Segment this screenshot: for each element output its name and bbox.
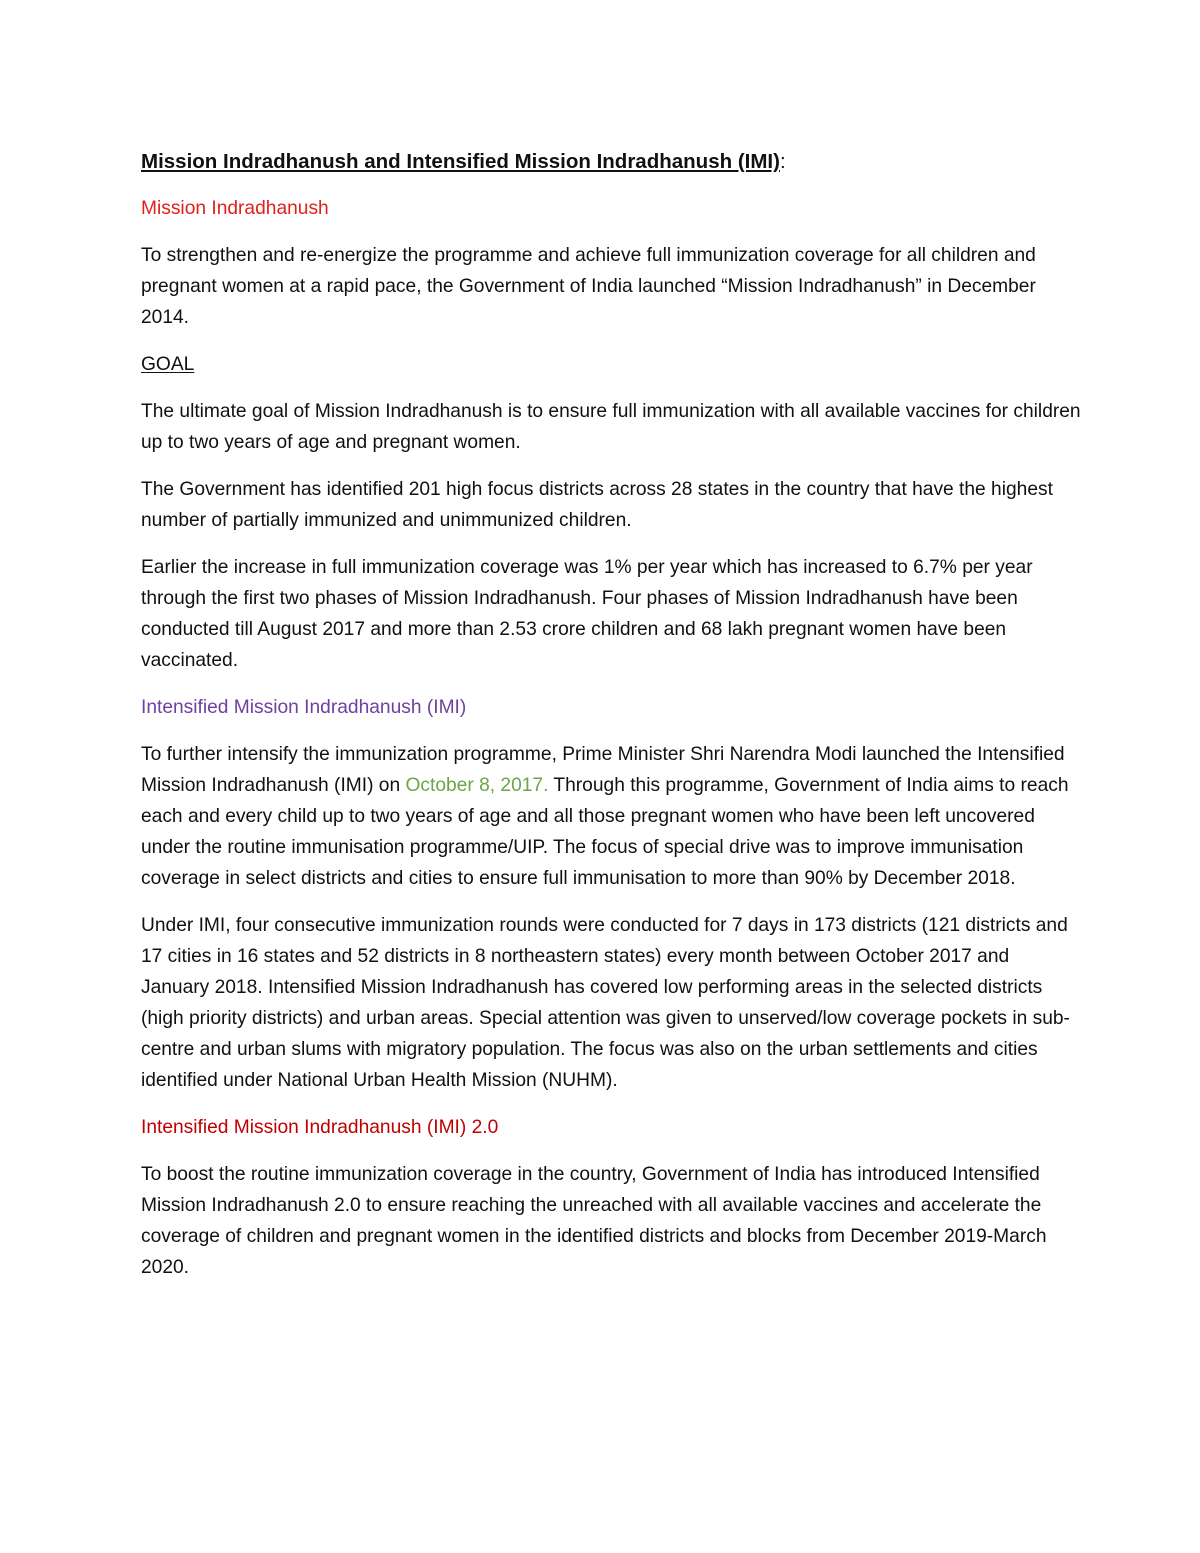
imi-launch-text-after: Through this programme, Government of India aims to reach each and every child up to two years of age and all those pregnant women who have been left uncovered under the routine immunisation programme/UIP. The focus of special drive was to improve immunisation coverage in select districts and cities to ensure full immunisation to more than 90% by December 2018.	[141, 775, 1069, 889]
document-title	[141, 146, 1081, 177]
goal-paragraph: The ultimate goal of Mission Indradhanush is to ensure full immunization with all available vaccines for children up to two years of age and pregnant women.	[141, 401, 1081, 453]
coverage-increase-paragraph: Earlier the increase in full immunization coverage was 1% per year which has increased to 6.7% per year through the first two phases of Mission Indradhanush. Four phases of Mission Indradhanush have been conducted till August 2017 and more than 2.53 crore children and 68 lakh pregnant women have been vaccinated.	[141, 557, 1033, 671]
heading-goal: GOAL	[141, 354, 195, 375]
imi-rounds-paragraph: Under IMI, four consecutive immunization rounds were conducted for 7 days in 173 districts (121 districts and 17 cities in 16 states and 52 districts in 8 northeastern states) every month between October 2017 and January 2018. Intensified Mission Indradhanush has covered low performing areas in the selected districts (high priority districts) and urban areas. Special attention was given to unserved/low coverage pockets in sub-centre and urban slums with migratory population. The focus was also on the urban settlements and cities identified under National Urban Health Mission (NUHM).	[141, 915, 1070, 1091]
intro-paragraph: To strengthen and re-energize the programme and achieve full immunization coverage for all children and pregnant women at a rapid pace, the Government of India launched “Mission Indradhanush” in December 2014.	[141, 245, 1036, 328]
heading-imi: Intensified Mission Indradhanush (IMI)	[141, 697, 467, 718]
document-title-text: Mission Indradhanush and Intensified Mission Indradhanush (IMI)	[141, 150, 780, 173]
document-page	[141, 146, 1081, 1299]
high-focus-districts-paragraph: The Government has identified 201 high focus districts across 28 states in the country that have the highest number of partially immunized and unimmunized children.	[141, 479, 1053, 531]
imi-launch-paragraph	[141, 739, 1081, 894]
imi-launch-text-before: To further intensify the immunization programme, Prime Minister Shri Narendra Modi launched the Intensified Mission Indradhanush (IMI) on	[141, 744, 1065, 796]
imi-2-paragraph: To boost the routine immunization coverage in the country, Government of India has introduced Intensified Mission Indradhanush 2.0 to ensure reaching the unreached with all available vaccines and accelerate the coverage of children and pregnant women in the identified districts and blocks from December 2019-March 2020.	[141, 1164, 1047, 1278]
imi-launch-date: October 8, 2017.	[405, 775, 549, 796]
heading-imi-2: Intensified Mission Indradhanush (IMI) 2.0	[141, 1117, 499, 1138]
document-title-suffix: :	[779, 150, 786, 173]
heading-mission-indradhanush: Mission Indradhanush	[141, 198, 329, 219]
